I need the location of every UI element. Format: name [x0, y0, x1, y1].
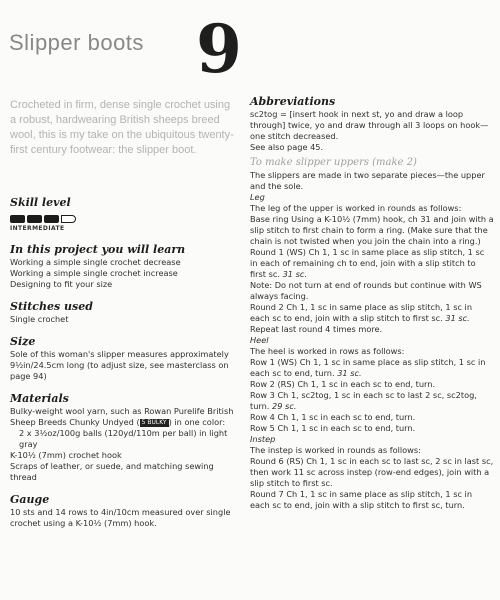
- materials-yarn: [10, 406, 242, 428]
- materials-yarn-text-end: ) in one color:: [168, 417, 226, 427]
- size-heading: Size: [10, 335, 36, 348]
- instep-intro: The instep is worked in rounds as follows:: [250, 445, 421, 455]
- round-7: Round 7 Ch 1, 1 sc in same place as slip stitch, 1 sc in each sc to end, join with a slip stitch to first sc, turn.: [250, 489, 473, 510]
- learn-item: Working a simple single crochet increase: [10, 268, 178, 278]
- row-5: Row 5 Ch 1, 1 sc in each sc to end, turn.: [250, 423, 416, 433]
- round-1-count: 31 sc.: [282, 269, 307, 279]
- gauge-heading: Gauge: [10, 493, 50, 506]
- materials-heading: Materials: [10, 392, 69, 405]
- abbreviations-heading: Abbreviations: [250, 95, 336, 108]
- page-title: Slipper boots: [9, 30, 144, 55]
- round-2-count: 31 sc.: [445, 313, 470, 323]
- round-1-text: Round 1 (WS) Ch 1, 1 sc in same place as slip stitch, 1 sc in each of remaining ch to end, join with a slip stitch to first sc.: [250, 247, 485, 279]
- row-1-count: 31 sc.: [337, 368, 362, 378]
- round-1: [250, 247, 494, 280]
- abbreviation-text: sc2tog = [insert hook in next st, yo and draw a loop through] twice, yo and draw through all 3 loops on hook—one stitch decreased.: [250, 109, 489, 141]
- row-3-count: 29 sc.: [272, 401, 297, 411]
- materials-hook: K-10½ (7mm) crochet hook: [10, 450, 122, 460]
- materials-scraps: Scraps of leather, or suede, and matching sewing thread: [10, 461, 214, 482]
- row-4: Row 4 Ch 1, 1 sc in each sc to end, turn.: [250, 412, 416, 422]
- round-6: Round 6 (RS) Ch 1, 1 sc in each sc to last sc, 2 sc in last sc, then work 11 sc across instep (row-end edges), join with a slip stitch to first sc.: [250, 456, 494, 488]
- skill-level-label: INTERMEDIATE: [10, 225, 65, 232]
- bulky-yarn-icon: 5 BULKY: [141, 419, 167, 426]
- uppers-intro: The slippers are made in two separate pieces—the upper and the sole.: [250, 170, 485, 191]
- chapter-number: 9: [196, 10, 242, 88]
- instep-heading: Instep: [250, 434, 276, 444]
- skill-bar-empty: [61, 215, 76, 223]
- leg-heading: Leg: [250, 192, 265, 202]
- uppers-heading: To make slipper uppers (make 2): [250, 157, 417, 168]
- base-ring: Base ring Using a K-10½ (7mm) hook, ch 31 and join with a slip stitch to first chain to form a ring. (Make sure that the chain is not twisted when you join the chain into a ring.): [250, 214, 494, 246]
- stitches-text: Single crochet: [10, 314, 69, 324]
- skill-bar: [27, 215, 42, 223]
- learn-item: Working a simple single crochet decrease: [10, 257, 181, 267]
- stitches-heading: Stitches used: [10, 300, 93, 313]
- learn-item: Designing to fit your size: [10, 279, 113, 289]
- skill-bar: [44, 215, 59, 223]
- gauge-text: 10 sts and 14 rows to 4in/10cm measured over single crochet using a K-10½ (7mm) hook.: [10, 507, 231, 528]
- right-column: [250, 95, 494, 511]
- learn-heading: In this project you will learn: [10, 243, 186, 256]
- row-3: [250, 390, 494, 412]
- row-1: [250, 357, 494, 379]
- note: Note: Do not turn at end of rounds but continue with WS always facing.: [250, 280, 482, 301]
- skill-level-indicator: [10, 215, 242, 223]
- repeat-note: Repeat last round 4 times more.: [250, 324, 383, 334]
- left-column: [10, 196, 242, 529]
- size-text: Sole of this woman's slipper measures approximately 9½in/24.5cm long (to adjust size, see masterclass on page 94): [10, 349, 229, 381]
- heel-intro: The heel is worked in rows as follows:: [250, 346, 405, 356]
- row-2: Row 2 (RS) Ch 1, 1 sc in each sc to end, turn.: [250, 379, 436, 389]
- round-2: [250, 302, 494, 324]
- heel-heading: Heel: [250, 335, 269, 345]
- leg-intro: The leg of the upper is worked in rounds as follows:: [250, 203, 462, 213]
- row-1-text: Row 1 (WS) Ch 1, 1 sc in same place as slip stitch, 1 sc in each sc to end, turn.: [250, 357, 486, 378]
- round-2-text: Round 2 Ch 1, 1 sc in same place as slip stitch, 1 sc in each sc to end, join with a slip stitch to first sc.: [250, 302, 473, 323]
- skill-bar: [10, 215, 25, 223]
- abbreviation-see-also: See also page 45.: [250, 142, 324, 152]
- materials-quantity: 2 x 3½oz/100g balls (120yd/110m per ball) in light gray: [19, 428, 228, 449]
- row-3-text: Row 3 Ch 1, sc2tog, 1 sc in each sc to last 2 sc, sc2tog, turn.: [250, 390, 477, 411]
- skill-level-heading: Skill level: [10, 196, 71, 209]
- materials-yarn-text: Bulky-weight wool yarn, such as Rowan Purelife British Sheep Breeds Chunky Undyed (: [10, 406, 234, 427]
- intro-text: Crocheted in firm, dense single crochet using a robust, hardwearing British sheeps breed wool, this is my take on the ubiquitous twenty-first century footwear: the slipper boot.: [10, 99, 234, 156]
